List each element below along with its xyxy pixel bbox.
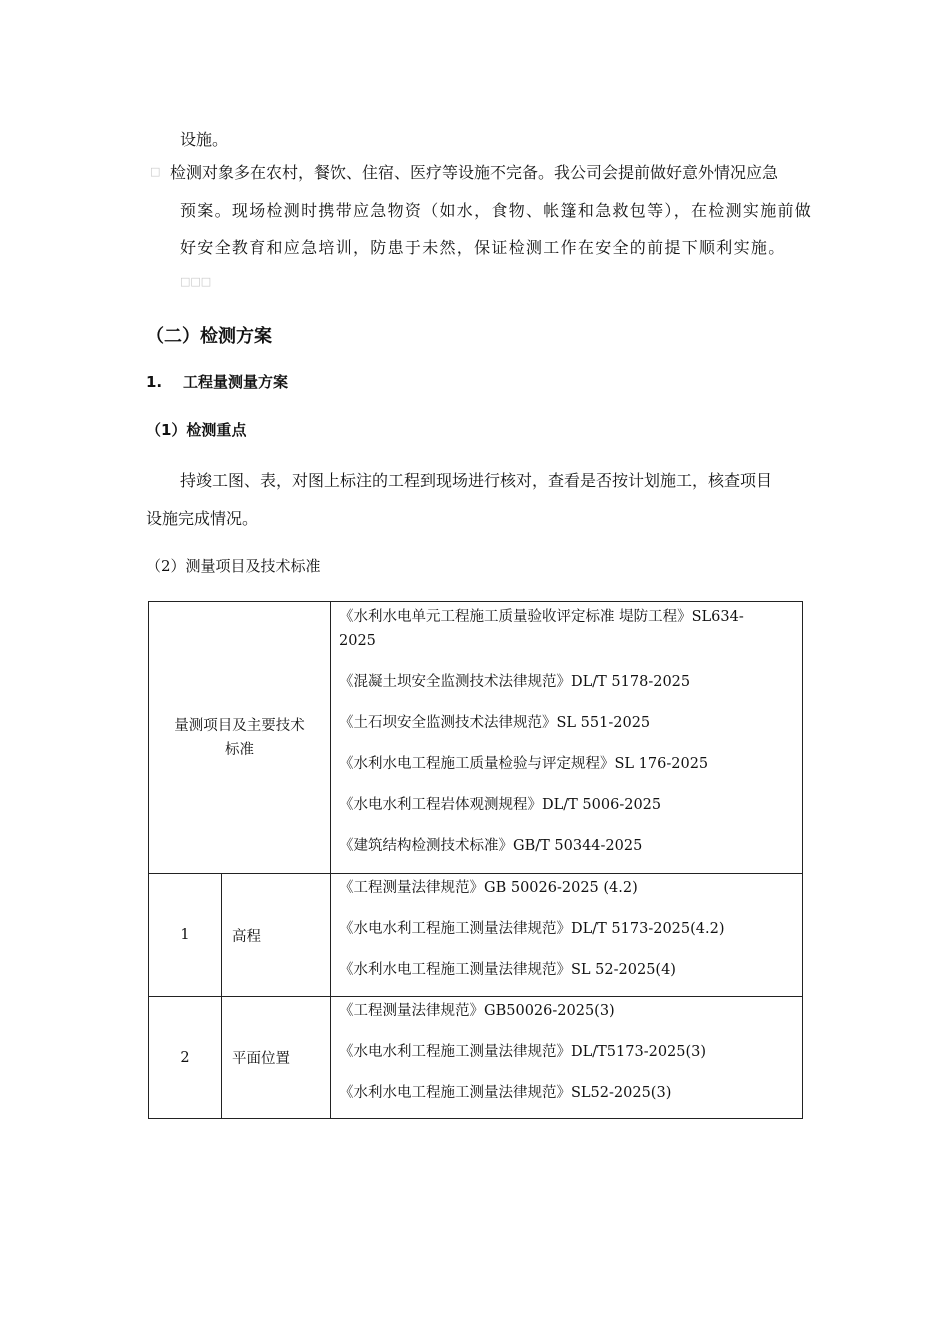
row-item-name: 平面位置 (222, 997, 331, 1119)
ref-line: 《水电水利工程施工测量法律规范》DL/T 5173-2025(4.2) (339, 921, 725, 937)
row-refs-cell (331, 997, 803, 1119)
faint-mark: □□□ (180, 275, 212, 288)
header-refs-cell (331, 602, 803, 874)
paragraph-line-1: 持竣工图、表，对图上标注的工程到现场进行核对，查看是否按计划施工，核查项目 (180, 471, 773, 490)
table-header-row (149, 602, 803, 874)
intro-line-3: 预案。现场检测时携带应急物资（如水，食物、帐篷和急救包等），在检测实施前做 (180, 201, 813, 220)
list-marker: □ (150, 165, 161, 178)
ref-line: 《工程测量法律规范》GB50026-2025(3) (339, 1002, 615, 1019)
intro-line-2: 检测对象多在农村，餐饮、住宿、医疗等设施不完备。我公司会提前做好意外情况应急 (170, 163, 779, 182)
ref-line: 《水利水电单元工程施工质量验收评定标准 堤防工程》SL634- (339, 609, 744, 625)
header-label-cell (149, 602, 331, 874)
ref-line: 《水利水电工程施工测量法律规范》SL52-2025(3) (339, 1084, 672, 1101)
row-number: 2 (149, 997, 222, 1119)
row-item-name: 高程 (222, 874, 331, 997)
ref-line: 《水利水电工程施工质量检验与评定规程》SL 176-2025 (339, 756, 709, 772)
header-label-line-1: 量测项目及主要技术 (174, 717, 305, 734)
ref-line: 《土石坝安全监测技术法律规范》SL 551-2025 (339, 715, 651, 731)
ref-line: 2025 (339, 633, 376, 649)
ref-line: 《水电水利工程施工测量法律规范》DL/T5173-2025(3) (339, 1043, 707, 1060)
table-row (149, 874, 803, 997)
table-row (149, 997, 803, 1119)
header-label-line-2: 标准 (225, 741, 254, 758)
section-heading: （二）检测方案 (146, 326, 272, 347)
subsection-heading: 1. 工程量测量方案 (146, 373, 289, 391)
paragraph-line-2: 设施完成情况。 (146, 509, 259, 528)
ref-line: 《水利水电工程施工测量法律规范》SL 52-2025(4) (339, 962, 676, 978)
ref-line: 《建筑结构检测技术标准》GB/T 50344-2025 (339, 838, 643, 854)
ref-line: 《工程测量法律规范》GB 50026-2025 (4.2) (339, 880, 638, 896)
standards-table (148, 601, 803, 1119)
point-1-heading: （1）检测重点 (146, 421, 247, 439)
row-refs-cell (331, 874, 803, 997)
intro-line-4: 好安全教育和应急培训，防患于未然，保证检测工作在安全的前提下顺利实施。 (180, 238, 786, 257)
row-number: 1 (149, 874, 222, 997)
point-2-heading: （2）测量项目及技术标准 (146, 557, 321, 575)
intro-line-1: 设施。 (180, 130, 229, 149)
ref-line: 《混凝土坝安全监测技术法律规范》DL/T 5178-2025 (339, 674, 691, 690)
ref-line: 《水电水利工程岩体观测规程》DL/T 5006-2025 (339, 797, 662, 813)
